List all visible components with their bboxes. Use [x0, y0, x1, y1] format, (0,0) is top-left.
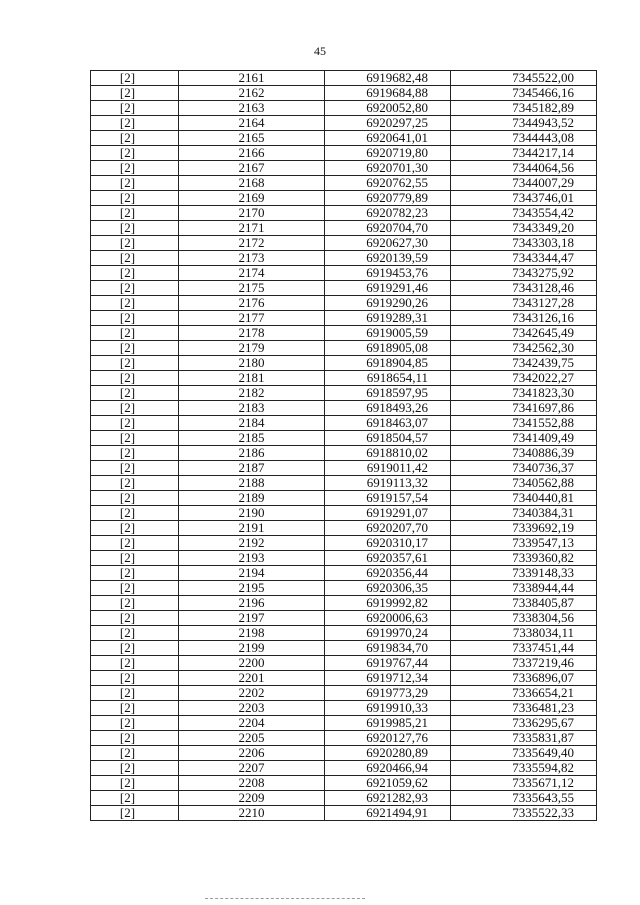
- table-row: [91, 566, 597, 581]
- table-row: [91, 206, 597, 221]
- point-number-cell: 2209: [179, 791, 325, 806]
- y-coordinate-cell: 7344217,14: [451, 146, 597, 161]
- reference-cell: [2]: [91, 761, 179, 776]
- x-coordinate-cell: 6919291,46: [325, 281, 451, 296]
- table-row: [91, 236, 597, 251]
- x-coordinate-cell: 6918810,02: [325, 446, 451, 461]
- reference-cell: [2]: [91, 581, 179, 596]
- y-coordinate-cell: 7344064,56: [451, 161, 597, 176]
- reference-cell: [2]: [91, 191, 179, 206]
- footer-rule: [205, 898, 365, 899]
- point-number-cell: 2200: [179, 656, 325, 671]
- point-number-cell: 2174: [179, 266, 325, 281]
- table-row: [91, 686, 597, 701]
- x-coordinate-cell: 6920139,59: [325, 251, 451, 266]
- table-row: [91, 101, 597, 116]
- x-coordinate-cell: 6920627,30: [325, 236, 451, 251]
- point-number-cell: 2165: [179, 131, 325, 146]
- y-coordinate-cell: 7335649,40: [451, 746, 597, 761]
- reference-cell: [2]: [91, 671, 179, 686]
- x-coordinate-cell: 6919992,82: [325, 596, 451, 611]
- table-row: [91, 221, 597, 236]
- reference-cell: [2]: [91, 401, 179, 416]
- table-row: [91, 731, 597, 746]
- y-coordinate-cell: 7339692,19: [451, 521, 597, 536]
- table-row: [91, 761, 597, 776]
- x-coordinate-cell: 6919985,21: [325, 716, 451, 731]
- point-number-cell: 2210: [179, 806, 325, 821]
- y-coordinate-cell: 7336654,21: [451, 686, 597, 701]
- x-coordinate-cell: 6920280,89: [325, 746, 451, 761]
- y-coordinate-cell: 7340736,37: [451, 461, 597, 476]
- x-coordinate-cell: 6918905,08: [325, 341, 451, 356]
- point-number-cell: 2195: [179, 581, 325, 596]
- reference-cell: [2]: [91, 236, 179, 251]
- reference-cell: [2]: [91, 641, 179, 656]
- reference-cell: [2]: [91, 266, 179, 281]
- reference-cell: [2]: [91, 506, 179, 521]
- table-row: [91, 656, 597, 671]
- reference-cell: [2]: [91, 146, 179, 161]
- y-coordinate-cell: 7341552,88: [451, 416, 597, 431]
- reference-cell: [2]: [91, 461, 179, 476]
- reference-cell: [2]: [91, 176, 179, 191]
- x-coordinate-cell: 6919834,70: [325, 641, 451, 656]
- reference-cell: [2]: [91, 221, 179, 236]
- table-row: [91, 356, 597, 371]
- reference-cell: [2]: [91, 101, 179, 116]
- point-number-cell: 2161: [179, 71, 325, 86]
- point-number-cell: 2194: [179, 566, 325, 581]
- reference-cell: [2]: [91, 386, 179, 401]
- reference-cell: [2]: [91, 746, 179, 761]
- point-number-cell: 2205: [179, 731, 325, 746]
- table-row: [91, 416, 597, 431]
- y-coordinate-cell: 7335522,33: [451, 806, 597, 821]
- x-coordinate-cell: 6919712,34: [325, 671, 451, 686]
- x-coordinate-cell: 6918654,11: [325, 371, 451, 386]
- reference-cell: [2]: [91, 356, 179, 371]
- y-coordinate-cell: 7336896,07: [451, 671, 597, 686]
- reference-cell: [2]: [91, 296, 179, 311]
- y-coordinate-cell: 7343349,20: [451, 221, 597, 236]
- y-coordinate-cell: 7335831,87: [451, 731, 597, 746]
- point-number-cell: 2191: [179, 521, 325, 536]
- y-coordinate-cell: 7335671,12: [451, 776, 597, 791]
- reference-cell: [2]: [91, 791, 179, 806]
- point-number-cell: 2206: [179, 746, 325, 761]
- point-number-cell: 2168: [179, 176, 325, 191]
- table-row: [91, 491, 597, 506]
- y-coordinate-cell: 7338034,11: [451, 626, 597, 641]
- x-coordinate-cell: 6920782,23: [325, 206, 451, 221]
- x-coordinate-cell: 6921282,93: [325, 791, 451, 806]
- x-coordinate-cell: 6919113,32: [325, 476, 451, 491]
- table-row: [91, 521, 597, 536]
- point-number-cell: 2184: [179, 416, 325, 431]
- point-number-cell: 2181: [179, 371, 325, 386]
- coordinates-table: [90, 70, 597, 821]
- point-number-cell: 2173: [179, 251, 325, 266]
- y-coordinate-cell: 7340440,81: [451, 491, 597, 506]
- point-number-cell: 2196: [179, 596, 325, 611]
- x-coordinate-cell: 6919453,76: [325, 266, 451, 281]
- x-coordinate-cell: 6919682,48: [325, 71, 451, 86]
- x-coordinate-cell: 6919291,07: [325, 506, 451, 521]
- point-number-cell: 2189: [179, 491, 325, 506]
- table-row: [91, 386, 597, 401]
- y-coordinate-cell: 7342439,75: [451, 356, 597, 371]
- y-coordinate-cell: 7343275,92: [451, 266, 597, 281]
- x-coordinate-cell: 6920127,76: [325, 731, 451, 746]
- y-coordinate-cell: 7338304,56: [451, 611, 597, 626]
- table-row: [91, 671, 597, 686]
- x-coordinate-cell: 6919773,29: [325, 686, 451, 701]
- x-coordinate-cell: 6920466,94: [325, 761, 451, 776]
- table-row: [91, 431, 597, 446]
- reference-cell: [2]: [91, 701, 179, 716]
- x-coordinate-cell: 6920779,89: [325, 191, 451, 206]
- reference-cell: [2]: [91, 776, 179, 791]
- y-coordinate-cell: 7339547,13: [451, 536, 597, 551]
- y-coordinate-cell: 7345182,89: [451, 101, 597, 116]
- y-coordinate-cell: 7335643,55: [451, 791, 597, 806]
- x-coordinate-cell: 6919011,42: [325, 461, 451, 476]
- x-coordinate-cell: 6920052,80: [325, 101, 451, 116]
- point-number-cell: 2177: [179, 311, 325, 326]
- table-row: [91, 146, 597, 161]
- table-row: [91, 791, 597, 806]
- y-coordinate-cell: 7344007,29: [451, 176, 597, 191]
- y-coordinate-cell: 7342022,27: [451, 371, 597, 386]
- y-coordinate-cell: 7343127,28: [451, 296, 597, 311]
- x-coordinate-cell: 6919910,33: [325, 701, 451, 716]
- reference-cell: [2]: [91, 446, 179, 461]
- reference-cell: [2]: [91, 566, 179, 581]
- point-number-cell: 2188: [179, 476, 325, 491]
- x-coordinate-cell: 6921059,62: [325, 776, 451, 791]
- x-coordinate-cell: 6918493,26: [325, 401, 451, 416]
- x-coordinate-cell: 6920719,80: [325, 146, 451, 161]
- reference-cell: [2]: [91, 596, 179, 611]
- reference-cell: [2]: [91, 716, 179, 731]
- point-number-cell: 2167: [179, 161, 325, 176]
- x-coordinate-cell: 6921494,91: [325, 806, 451, 821]
- reference-cell: [2]: [91, 251, 179, 266]
- point-number-cell: 2193: [179, 551, 325, 566]
- x-coordinate-cell: 6920006,63: [325, 611, 451, 626]
- x-coordinate-cell: 6920357,61: [325, 551, 451, 566]
- y-coordinate-cell: 7336481,23: [451, 701, 597, 716]
- y-coordinate-cell: 7343126,16: [451, 311, 597, 326]
- reference-cell: [2]: [91, 86, 179, 101]
- y-coordinate-cell: 7341697,86: [451, 401, 597, 416]
- reference-cell: [2]: [91, 806, 179, 821]
- point-number-cell: 2192: [179, 536, 325, 551]
- x-coordinate-cell: 6918904,85: [325, 356, 451, 371]
- table-row: [91, 71, 597, 86]
- x-coordinate-cell: 6918463,07: [325, 416, 451, 431]
- point-number-cell: 2201: [179, 671, 325, 686]
- y-coordinate-cell: 7339360,82: [451, 551, 597, 566]
- x-coordinate-cell: 6919290,26: [325, 296, 451, 311]
- y-coordinate-cell: 7340886,39: [451, 446, 597, 461]
- table-row: [91, 401, 597, 416]
- table-row: [91, 776, 597, 791]
- x-coordinate-cell: 6918597,95: [325, 386, 451, 401]
- table-row: [91, 296, 597, 311]
- table-row: [91, 611, 597, 626]
- x-coordinate-cell: 6920310,17: [325, 536, 451, 551]
- y-coordinate-cell: 7344943,52: [451, 116, 597, 131]
- y-coordinate-cell: 7344443,08: [451, 131, 597, 146]
- point-number-cell: 2162: [179, 86, 325, 101]
- y-coordinate-cell: 7343746,01: [451, 191, 597, 206]
- page-number: 45: [314, 44, 326, 58]
- point-number-cell: 2175: [179, 281, 325, 296]
- point-number-cell: 2187: [179, 461, 325, 476]
- table-row: [91, 341, 597, 356]
- reference-cell: [2]: [91, 116, 179, 131]
- y-coordinate-cell: 7340562,88: [451, 476, 597, 491]
- reference-cell: [2]: [91, 341, 179, 356]
- table-row: [91, 446, 597, 461]
- table-row: [91, 641, 597, 656]
- y-coordinate-cell: 7343128,46: [451, 281, 597, 296]
- x-coordinate-cell: 6920701,30: [325, 161, 451, 176]
- point-number-cell: 2208: [179, 776, 325, 791]
- reference-cell: [2]: [91, 626, 179, 641]
- reference-cell: [2]: [91, 326, 179, 341]
- y-coordinate-cell: 7343344,47: [451, 251, 597, 266]
- x-coordinate-cell: 6919157,54: [325, 491, 451, 506]
- y-coordinate-cell: 7336295,67: [451, 716, 597, 731]
- point-number-cell: 2170: [179, 206, 325, 221]
- point-number-cell: 2166: [179, 146, 325, 161]
- point-number-cell: 2178: [179, 326, 325, 341]
- y-coordinate-cell: 7343303,18: [451, 236, 597, 251]
- point-number-cell: 2202: [179, 686, 325, 701]
- reference-cell: [2]: [91, 161, 179, 176]
- y-coordinate-cell: 7345466,16: [451, 86, 597, 101]
- table-row: [91, 176, 597, 191]
- x-coordinate-cell: 6919005,59: [325, 326, 451, 341]
- x-coordinate-cell: 6919684,88: [325, 86, 451, 101]
- y-coordinate-cell: 7345522,00: [451, 71, 597, 86]
- x-coordinate-cell: 6919289,31: [325, 311, 451, 326]
- point-number-cell: 2199: [179, 641, 325, 656]
- x-coordinate-cell: 6919970,24: [325, 626, 451, 641]
- x-coordinate-cell: 6920704,70: [325, 221, 451, 236]
- x-coordinate-cell: 6920297,25: [325, 116, 451, 131]
- table-row: [91, 626, 597, 641]
- table-row: [91, 281, 597, 296]
- table-row: [91, 551, 597, 566]
- coordinates-table-body: [91, 71, 597, 821]
- table-row: [91, 581, 597, 596]
- point-number-cell: 2203: [179, 701, 325, 716]
- point-number-cell: 2198: [179, 626, 325, 641]
- y-coordinate-cell: 7337219,46: [451, 656, 597, 671]
- table-row: [91, 131, 597, 146]
- table-row: [91, 461, 597, 476]
- point-number-cell: 2180: [179, 356, 325, 371]
- point-number-cell: 2183: [179, 401, 325, 416]
- table-row: [91, 476, 597, 491]
- reference-cell: [2]: [91, 206, 179, 221]
- reference-cell: [2]: [91, 536, 179, 551]
- point-number-cell: 2197: [179, 611, 325, 626]
- table-row: [91, 536, 597, 551]
- point-number-cell: 2172: [179, 236, 325, 251]
- y-coordinate-cell: 7340384,31: [451, 506, 597, 521]
- table-row: [91, 716, 597, 731]
- table-row: [91, 506, 597, 521]
- point-number-cell: 2164: [179, 116, 325, 131]
- y-coordinate-cell: 7342645,49: [451, 326, 597, 341]
- point-number-cell: 2182: [179, 386, 325, 401]
- x-coordinate-cell: 6920306,35: [325, 581, 451, 596]
- point-number-cell: 2207: [179, 761, 325, 776]
- point-number-cell: 2163: [179, 101, 325, 116]
- table-row: [91, 371, 597, 386]
- x-coordinate-cell: 6920356,44: [325, 566, 451, 581]
- point-number-cell: 2176: [179, 296, 325, 311]
- point-number-cell: 2204: [179, 716, 325, 731]
- y-coordinate-cell: 7343554,42: [451, 206, 597, 221]
- reference-cell: [2]: [91, 551, 179, 566]
- y-coordinate-cell: 7338405,87: [451, 596, 597, 611]
- reference-cell: [2]: [91, 611, 179, 626]
- y-coordinate-cell: 7341823,30: [451, 386, 597, 401]
- reference-cell: [2]: [91, 476, 179, 491]
- point-number-cell: 2186: [179, 446, 325, 461]
- x-coordinate-cell: 6919767,44: [325, 656, 451, 671]
- reference-cell: [2]: [91, 131, 179, 146]
- y-coordinate-cell: 7342562,30: [451, 341, 597, 356]
- y-coordinate-cell: 7335594,82: [451, 761, 597, 776]
- y-coordinate-cell: 7338944,44: [451, 581, 597, 596]
- reference-cell: [2]: [91, 491, 179, 506]
- point-number-cell: 2179: [179, 341, 325, 356]
- table-row: [91, 266, 597, 281]
- table-row: [91, 116, 597, 131]
- reference-cell: [2]: [91, 431, 179, 446]
- reference-cell: [2]: [91, 371, 179, 386]
- table-row: [91, 161, 597, 176]
- reference-cell: [2]: [91, 656, 179, 671]
- point-number-cell: 2185: [179, 431, 325, 446]
- table-row: [91, 251, 597, 266]
- reference-cell: [2]: [91, 521, 179, 536]
- x-coordinate-cell: 6920641,01: [325, 131, 451, 146]
- reference-cell: [2]: [91, 311, 179, 326]
- y-coordinate-cell: 7341409,49: [451, 431, 597, 446]
- y-coordinate-cell: 7337451,44: [451, 641, 597, 656]
- reference-cell: [2]: [91, 71, 179, 86]
- point-number-cell: 2171: [179, 221, 325, 236]
- y-coordinate-cell: 7339148,33: [451, 566, 597, 581]
- table-row: [91, 746, 597, 761]
- x-coordinate-cell: 6918504,57: [325, 431, 451, 446]
- point-number-cell: 2190: [179, 506, 325, 521]
- reference-cell: [2]: [91, 686, 179, 701]
- x-coordinate-cell: 6920762,55: [325, 176, 451, 191]
- point-number-cell: 2169: [179, 191, 325, 206]
- reference-cell: [2]: [91, 731, 179, 746]
- table-row: [91, 596, 597, 611]
- table-row: [91, 86, 597, 101]
- table-row: [91, 311, 597, 326]
- table-row: [91, 701, 597, 716]
- reference-cell: [2]: [91, 416, 179, 431]
- table-row: [91, 806, 597, 821]
- table-row: [91, 326, 597, 341]
- x-coordinate-cell: 6920207,70: [325, 521, 451, 536]
- reference-cell: [2]: [91, 281, 179, 296]
- table-row: [91, 191, 597, 206]
